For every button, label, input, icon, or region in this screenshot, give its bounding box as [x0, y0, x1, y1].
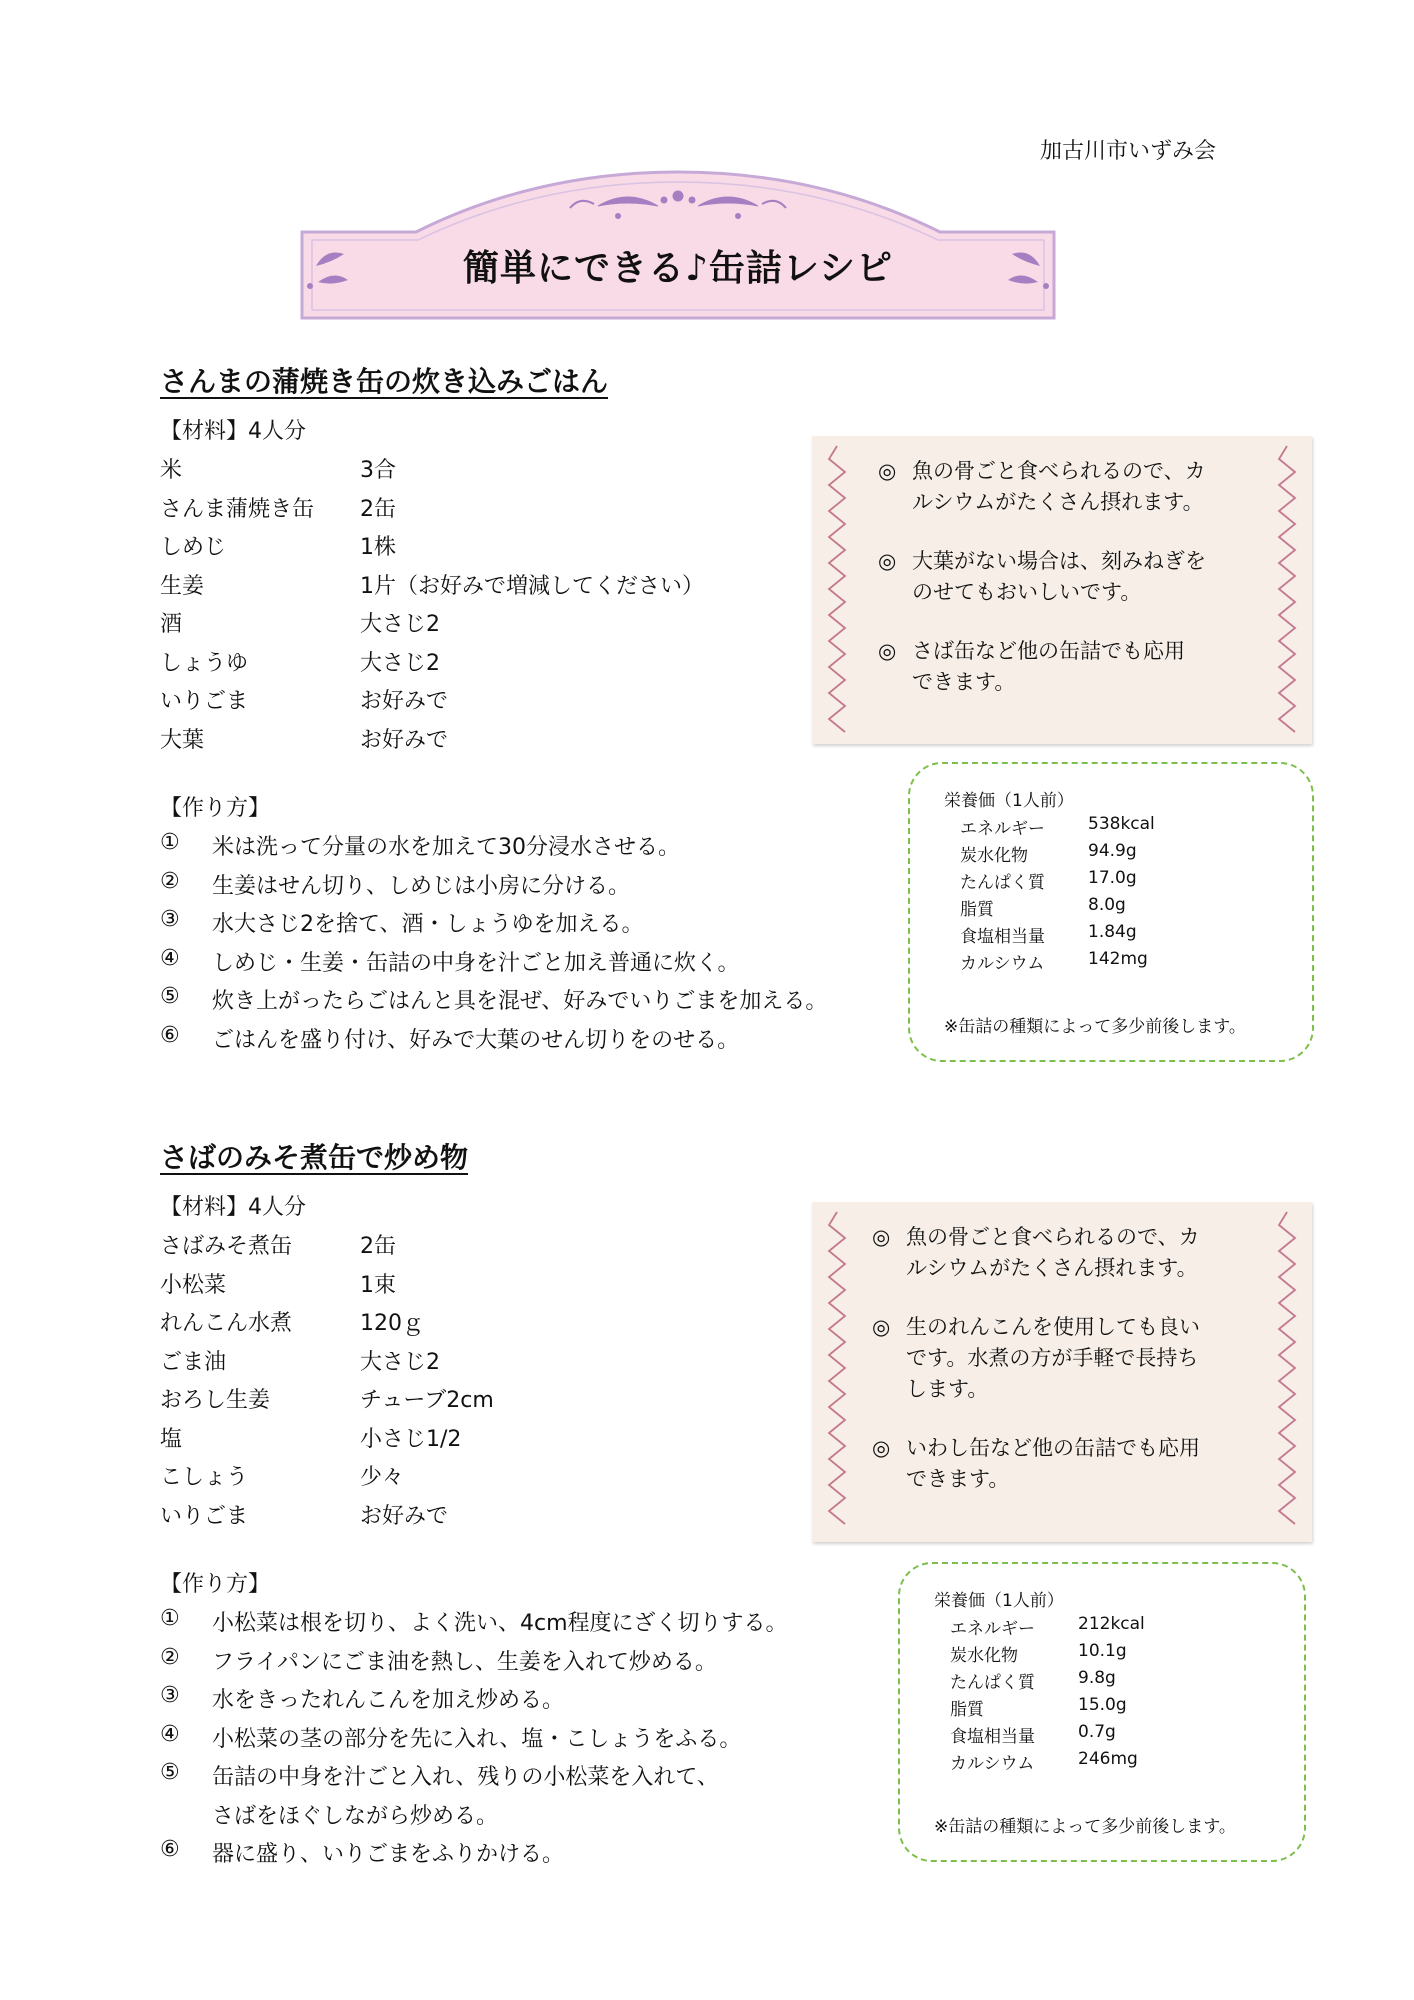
- step-number: ③: [160, 1683, 180, 1708]
- ingredient-row: [160, 723, 920, 762]
- step-row: [160, 984, 920, 1023]
- nutrient-label: 食塩相当量: [950, 1727, 1035, 1747]
- tip-item: [872, 1433, 1252, 1495]
- nutrition-heading: 栄養価（1人前）: [934, 1591, 1064, 1611]
- nutrition-footnote: ※缶詰の種類によって多少前後します。: [934, 1817, 1236, 1837]
- zigzag-border: [826, 1202, 848, 1542]
- nutrient-value: 212kcal: [1078, 1614, 1145, 1634]
- ingredient-amount: 1片（お好みで増減してください）: [360, 573, 704, 599]
- ingredients-heading: 【材料】4人分: [160, 419, 306, 444]
- step-row: [160, 1645, 920, 1684]
- ingredient-name: さんま蒲焼き缶: [160, 496, 315, 522]
- ingredient-name: おろし生姜: [160, 1388, 271, 1413]
- method-heading: 【作り方】: [160, 1572, 271, 1597]
- step-row: [160, 869, 920, 908]
- ingredient-row: [160, 1345, 920, 1384]
- step-text: 水をきったれんこんを加え炒める。: [212, 1688, 565, 1713]
- nutrition-row: [950, 1668, 1116, 1693]
- ingredient-name: 米: [160, 458, 183, 483]
- nutrient-label: 脂質: [950, 1700, 984, 1720]
- ingredient-name: いりごま: [160, 689, 249, 714]
- ingredient-name: 酒: [160, 612, 183, 637]
- tips-box: [812, 1202, 1312, 1542]
- ingredient-name: こしょう: [160, 1465, 249, 1490]
- ingredient-name: 生姜: [160, 573, 205, 599]
- nutrition-box: [908, 762, 1314, 1062]
- organization-name: 加古川市いずみ会: [1040, 139, 1217, 164]
- ingredient-row: [160, 1306, 920, 1345]
- nutrient-value: 0.7g: [1078, 1722, 1116, 1742]
- step-row: [160, 1760, 920, 1799]
- step-row: [160, 1722, 920, 1761]
- ingredient-amount: お好みで: [360, 689, 449, 714]
- step-number: ②: [160, 868, 180, 894]
- nutrient-label: エネルギー: [950, 1619, 1035, 1639]
- method-list: [160, 791, 920, 1061]
- ingredient-amount: 小さじ1/2: [360, 1426, 462, 1452]
- tip-line: 魚の骨ごと食べられるので、カ: [906, 1225, 1200, 1249]
- nutrition-row: [950, 1614, 1145, 1639]
- nutrition-row: [960, 949, 1148, 974]
- ingredient-row: [160, 453, 920, 492]
- tip-line: のせてもおいしいです。: [912, 580, 1142, 604]
- nutrition-row: [960, 895, 1126, 920]
- step-text: 小松菜の茎の部分を先に入れ、塩・こしょうをふる。: [212, 1726, 742, 1752]
- nutrient-value: 538kcal: [1088, 814, 1155, 834]
- step-number: ④: [160, 1721, 180, 1747]
- ingredient-amount: お好みで: [360, 1503, 449, 1529]
- nutrition-row: [950, 1641, 1127, 1666]
- nutrition-row: [960, 814, 1155, 839]
- nutrient-label: 炭水化物: [950, 1646, 1018, 1666]
- ingredient-name: しょうゆ: [160, 650, 249, 676]
- nutrition-row: [950, 1722, 1116, 1747]
- ingredient-name: さばみそ煮缶: [160, 1234, 293, 1259]
- ingredient-amount: 大さじ2: [360, 612, 440, 637]
- nutrient-label: 脂質: [960, 900, 994, 920]
- nutrient-label: カルシウム: [950, 1754, 1035, 1774]
- tip-line: します。: [906, 1377, 989, 1401]
- ingredient-name: しめじ: [160, 535, 227, 560]
- step-text: 水大さじ2を捨て、酒・しょうゆを加える。: [212, 912, 644, 937]
- tip-line: 大葉がない場合は、刻みねぎを: [912, 549, 1206, 573]
- tips-list: [878, 456, 1252, 726]
- nutrition-footnote: ※缶詰の種類によって多少前後します。: [944, 1017, 1246, 1037]
- recipe-section: [160, 1136, 920, 1876]
- ingredients-list: [160, 1229, 920, 1537]
- ingredients-heading: 【材料】4人分: [160, 1195, 306, 1220]
- bullet-icon: ◎: [872, 1436, 891, 1460]
- step-number: ③: [160, 907, 180, 932]
- ingredient-row: [160, 1383, 920, 1422]
- tip-line: できます。: [912, 670, 1016, 694]
- ingredient-row: [160, 530, 920, 569]
- bullet-icon: ◎: [872, 1225, 891, 1249]
- nutrient-value: 8.0g: [1088, 895, 1126, 915]
- step-number: ⑥: [160, 1837, 180, 1862]
- step-number: ⑥: [160, 1022, 180, 1048]
- step-row: [160, 907, 920, 946]
- ingredient-amount: 1束: [360, 1272, 396, 1298]
- zigzag-border: [1276, 436, 1298, 744]
- tip-line: です。水煮の方が手軽で長持ち: [906, 1346, 1199, 1370]
- nutrition-row: [960, 868, 1137, 893]
- tip-line: 生のれんこんを使用しても良い: [906, 1315, 1200, 1339]
- tips-list: [872, 1222, 1252, 1523]
- ingredient-amount: 大さじ2: [360, 1349, 440, 1375]
- ingredient-name: いりごま: [160, 1503, 249, 1529]
- step-row: [160, 1837, 920, 1876]
- ingredient-row: [160, 1229, 920, 1268]
- ingredient-row: [160, 684, 920, 723]
- nutrition-row: [960, 922, 1137, 947]
- nutrient-value: 1.84g: [1088, 922, 1137, 942]
- tip-line: ルシウムがたくさん摂れます。: [912, 490, 1204, 514]
- bullet-icon: ◎: [878, 549, 897, 573]
- nutrient-label: カルシウム: [960, 954, 1045, 974]
- bullet-icon: ◎: [878, 639, 897, 663]
- method-heading: 【作り方】: [160, 796, 271, 821]
- step-number: ④: [160, 945, 180, 971]
- step-row: [160, 830, 920, 869]
- recipe-title: さんまの蒲焼き缶の炊き込みごはん: [160, 365, 609, 398]
- tip-item: [878, 456, 1252, 518]
- ingredient-name: 塩: [160, 1426, 183, 1452]
- step-number: ⑤: [160, 984, 180, 1009]
- tip-item: [878, 636, 1252, 698]
- step-number: ①: [160, 830, 180, 855]
- ingredient-row: [160, 1460, 920, 1499]
- tip-line: できます。: [906, 1467, 1010, 1491]
- zigzag-border: [1276, 1202, 1298, 1542]
- ingredient-amount: 2缶: [360, 1234, 396, 1259]
- ingredient-row: [160, 607, 920, 646]
- nutrient-value: 9.8g: [1078, 1668, 1116, 1688]
- ingredient-row: [160, 1499, 920, 1538]
- step-continuation: さばをほぐしながら炒める。: [212, 1803, 499, 1829]
- ingredient-row: [160, 492, 920, 531]
- step-text: 生姜はせん切り、しめじは小房に分ける。: [212, 873, 631, 899]
- ingredient-amount: 大さじ2: [360, 650, 440, 676]
- ingredient-row: [160, 569, 920, 608]
- step-row: [160, 1683, 920, 1722]
- ingredient-row: [160, 1268, 920, 1307]
- ingredient-amount: 1株: [360, 535, 396, 560]
- nutrient-value: 15.0g: [1078, 1695, 1127, 1715]
- step-number: ②: [160, 1644, 180, 1670]
- ingredient-row: [160, 1422, 920, 1461]
- tips-box: [812, 436, 1312, 744]
- step-text: フライパンにごま油を熱し、生姜を入れて炒める。: [212, 1649, 717, 1675]
- step-text: 米は洗って分量の水を加えて30分浸水させる。: [212, 835, 680, 860]
- nutrition-box: [898, 1562, 1306, 1862]
- nutrition-row: [960, 841, 1137, 866]
- ingredient-amount: 少々: [360, 1465, 405, 1490]
- step-row: [160, 1606, 920, 1645]
- title-banner: [298, 170, 1058, 322]
- nutrient-label: たんぱく質: [950, 1673, 1035, 1693]
- nutrient-value: 246mg: [1078, 1749, 1138, 1769]
- nutrition-row: [950, 1695, 1127, 1720]
- ingredient-amount: 3合: [360, 458, 396, 483]
- nutrient-value: 10.1g: [1078, 1641, 1127, 1661]
- nutrition-heading: 栄養価（1人前）: [944, 791, 1074, 811]
- ingredient-name: 小松菜: [160, 1272, 227, 1298]
- step-text: しめじ・生姜・缶詰の中身を汁ごと加え普通に炊く。: [212, 950, 740, 976]
- ingredient-name: れんこん水煮: [160, 1311, 293, 1336]
- tip-line: 魚の骨ごと食べられるので、カ: [912, 459, 1206, 483]
- method-list: [160, 1567, 920, 1876]
- step-number: ⑤: [160, 1760, 180, 1785]
- step-row: [160, 1023, 920, 1062]
- ingredient-amount: お好みで: [360, 727, 449, 753]
- nutrient-value: 17.0g: [1088, 868, 1137, 888]
- nutrient-value: 142mg: [1088, 949, 1148, 969]
- step-row: [160, 946, 920, 985]
- recipe-section: [160, 360, 920, 1061]
- nutrient-label: エネルギー: [960, 819, 1045, 839]
- tip-line: いわし缶など他の缶詰でも応用: [906, 1436, 1200, 1460]
- step-text: 缶詰の中身を汁ごと入れ、残りの小松菜を入れて、: [212, 1765, 719, 1790]
- zigzag-border: [826, 436, 848, 744]
- nutrition-row: [950, 1749, 1138, 1774]
- ingredient-amount: 2缶: [360, 496, 396, 522]
- ingredient-amount: 120ｇ: [360, 1311, 424, 1336]
- ingredient-row: [160, 646, 920, 685]
- tip-item: [872, 1222, 1252, 1284]
- nutrient-value: 94.9g: [1088, 841, 1137, 861]
- nutrient-label: たんぱく質: [960, 873, 1045, 893]
- step-text: 小松菜は根を切り、よく洗い、4cm程度にざく切りする。: [212, 1611, 788, 1636]
- recipe-title: さばのみそ煮缶で炒め物: [160, 1141, 469, 1174]
- nutrient-label: 炭水化物: [960, 846, 1028, 866]
- nutrient-label: 食塩相当量: [960, 927, 1045, 947]
- ingredient-amount: チューブ2cm: [360, 1388, 494, 1413]
- tip-item: [872, 1312, 1252, 1405]
- tip-line: さば缶など他の缶詰でも応用: [912, 639, 1185, 663]
- bullet-icon: ◎: [878, 459, 897, 483]
- bullet-icon: ◎: [872, 1315, 891, 1339]
- ingredient-name: 大葉: [160, 727, 205, 753]
- tip-line: ルシウムがたくさん摂れます。: [906, 1256, 1198, 1280]
- ingredients-list: [160, 453, 920, 761]
- tip-item: [878, 546, 1252, 608]
- step-text: 炊き上がったらごはんと具を混ぜ、好みでいりごまを加える。: [212, 989, 828, 1014]
- step-text: 器に盛り、いりごまをふりかける。: [212, 1842, 565, 1867]
- banner-title: 簡単にできる♪缶詰レシピ: [462, 248, 894, 289]
- ingredient-name: ごま油: [160, 1349, 227, 1375]
- step-text: ごはんを盛り付け、好みで大葉のせん切りをのせる。: [212, 1027, 740, 1053]
- step-number: ①: [160, 1606, 180, 1631]
